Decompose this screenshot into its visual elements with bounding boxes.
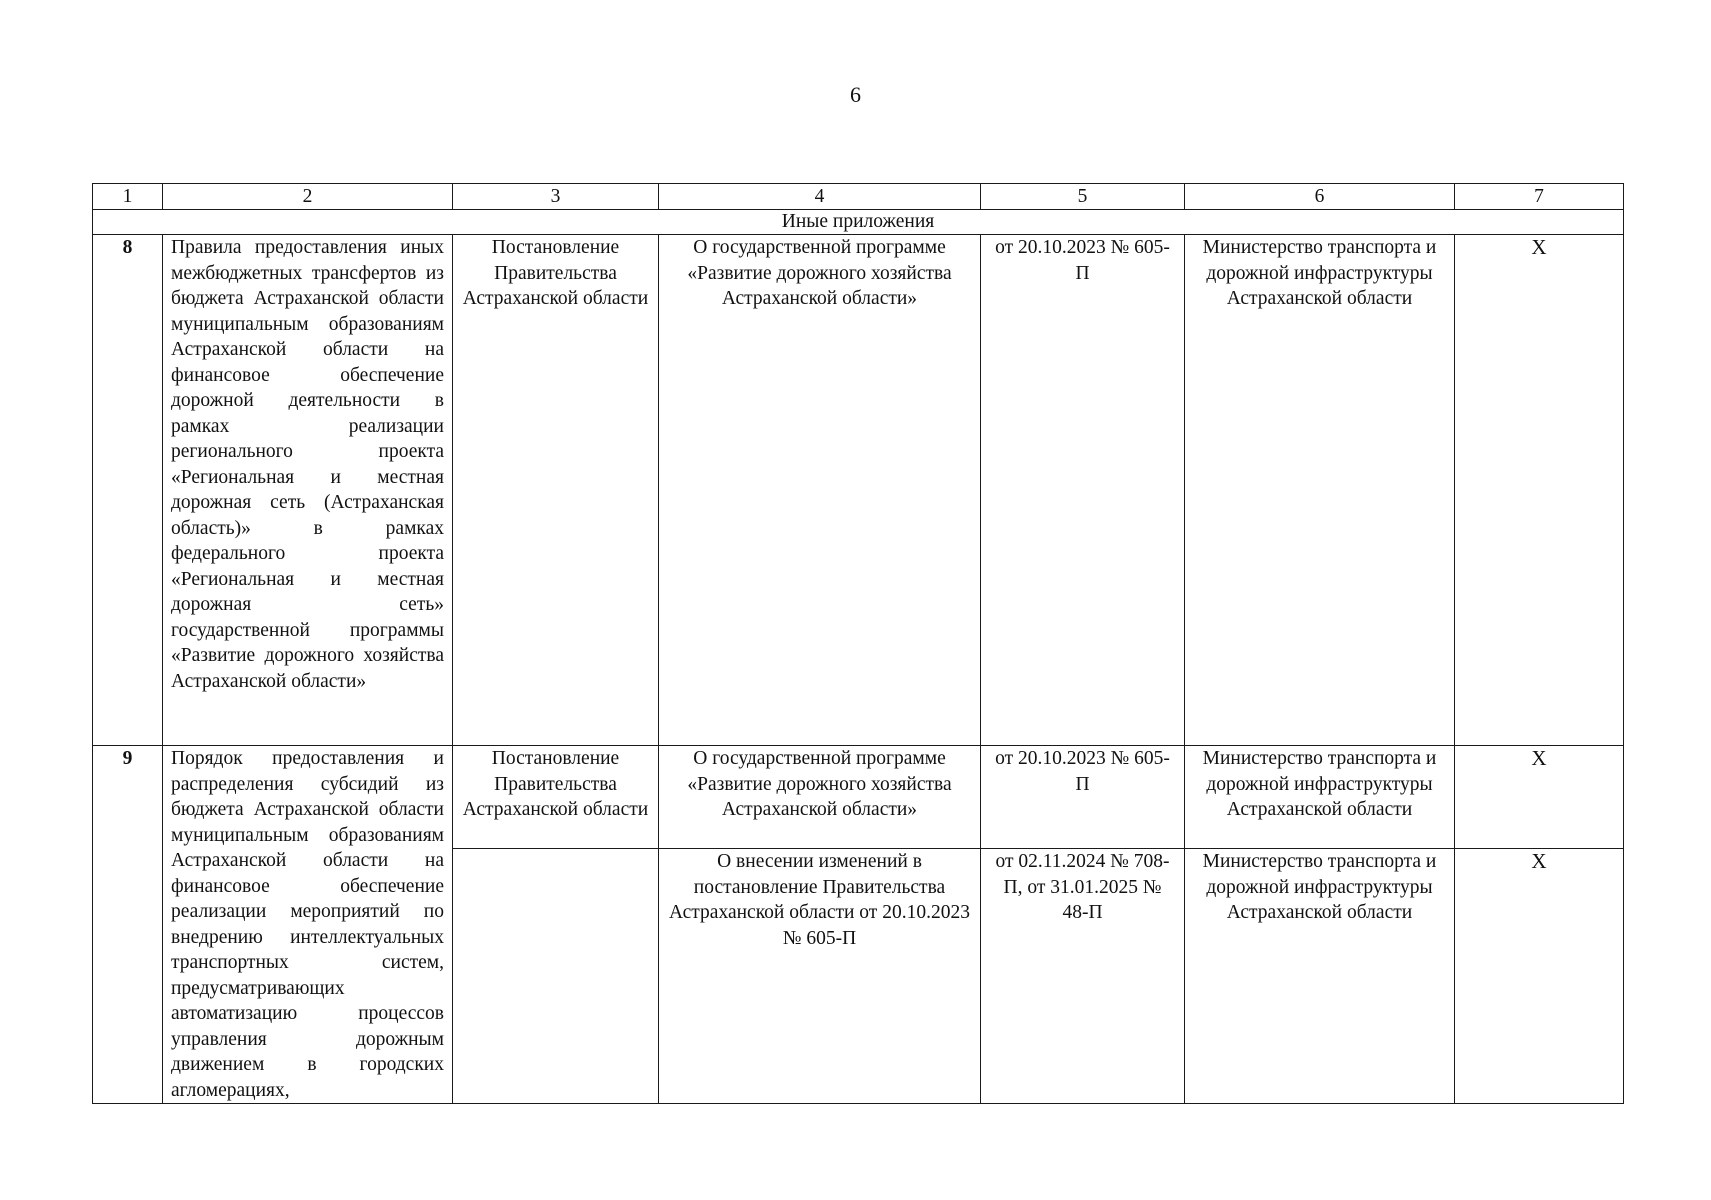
row-number: 9 bbox=[93, 746, 163, 1104]
column-number: 6 bbox=[1185, 184, 1455, 210]
column-number: 5 bbox=[981, 184, 1185, 210]
responsible-authority: Министерство транспорта и дорожной инфраструктуры Астраханской области bbox=[1185, 849, 1455, 1104]
column-number: 1 bbox=[93, 184, 163, 210]
column-number: 2 bbox=[163, 184, 453, 210]
act-date: от 20.10.2023 № 605-П bbox=[981, 746, 1185, 849]
act-type: Постановление Правительства Астраханской области bbox=[453, 746, 659, 849]
column-number: 3 bbox=[453, 184, 659, 210]
column-number: 4 bbox=[659, 184, 981, 210]
column-7-mark: X bbox=[1455, 849, 1624, 1104]
act-type bbox=[453, 849, 659, 1104]
column-7-mark: X bbox=[1455, 235, 1624, 746]
page-number: 6 bbox=[850, 82, 861, 107]
section-title: Иные приложения bbox=[93, 210, 1624, 235]
row-number: 8 bbox=[93, 235, 163, 746]
act-type: Постановление Правительства Астраханской области bbox=[453, 235, 659, 746]
act-date: от 20.10.2023 № 605-П bbox=[981, 235, 1185, 746]
acts-table bbox=[92, 183, 1624, 1104]
table-row bbox=[93, 235, 1624, 746]
amendment-act-date: от 02.11.2024 № 708-П, от 31.01.2025 № 48-П bbox=[981, 849, 1185, 1104]
responsible-authority: Министерство транспорта и дорожной инфраструктуры Астраханской области bbox=[1185, 746, 1455, 849]
document-name: Правила предоставления иных межбюджетных трансфертов из бюджета Астраханской области муниципальным образованиям Астраханской области на финансовое обеспечение дорожной деятельности в рамках реализации регионального проекта «Региональная и местная дорожная сеть (Астраханская область)» в рамках федерального проекта «Региональная и местная дорожная сеть» государственной программы «Развитие дорожного хозяйства Астраханской области» bbox=[163, 235, 453, 746]
amendment-act-title: О внесении изменений в постановление Правительства Астраханской области от 20.10.2023 № 605-П bbox=[659, 849, 981, 1104]
responsible-authority: Министерство транспорта и дорожной инфраструктуры Астраханской области bbox=[1185, 235, 1455, 746]
act-title: О государственной программе «Развитие дорожного хозяйства Астраханской области» bbox=[659, 235, 981, 746]
act-title: О государственной программе «Развитие дорожного хозяйства Астраханской области» bbox=[659, 746, 981, 849]
table-row bbox=[93, 746, 1624, 849]
column-7-mark: X bbox=[1455, 746, 1624, 849]
column-number-row bbox=[93, 184, 1624, 210]
column-number: 7 bbox=[1455, 184, 1624, 210]
document-name: Порядок предоставления и распределения субсидий из бюджета Астраханской области муниципальным образованиям Астраханской области на финансовое обеспечение реализации мероприятий по внедрению интеллектуальных транспортных систем, предусматривающих автоматизацию процессов управления дорожным движением в городских агломерациях, bbox=[163, 746, 453, 1104]
section-header-row bbox=[93, 210, 1624, 235]
